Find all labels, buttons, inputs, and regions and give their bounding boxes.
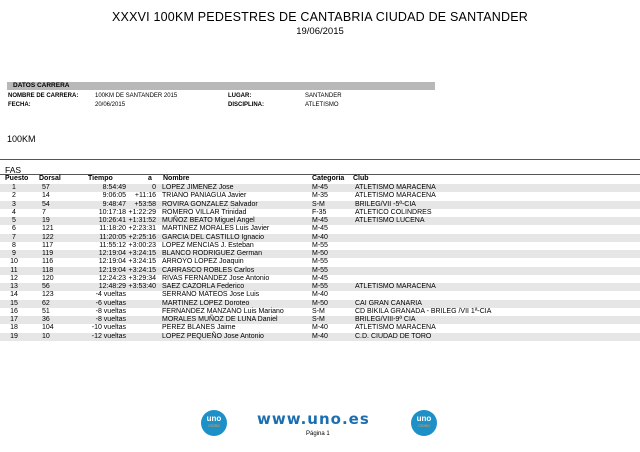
col-tiempo: Tiempo (88, 175, 113, 182)
cell-categoria: M-40 (312, 291, 328, 299)
cell-club: BRILEG/VIII-9ª CIA (355, 316, 416, 323)
cell-dorsal: 123 (42, 291, 54, 299)
cell-tiempo: 12:24:23 (98, 274, 126, 282)
cell-categoria: M-50 (312, 299, 328, 307)
cell-club: CAI GRAN CANARIA (355, 299, 422, 307)
table-header (0, 175, 640, 183)
cell-tiempo: -8 vueltas (95, 307, 126, 315)
page-title: XXXVI 100KM PEDESTRES DE CANTABRIA CIUDAD DE SANTANDER (112, 10, 528, 24)
cell-dorsal: 36 (42, 316, 50, 323)
cell-tiempo: 12:19:04 (98, 258, 126, 266)
nombre-carrera-value: 100KM DE SANTANDER 2015 (95, 93, 178, 99)
table-row (0, 250, 640, 258)
cell-categoria: M-35 (312, 192, 328, 200)
cell-dorsal: 54 (42, 200, 50, 208)
table-row (0, 308, 640, 316)
cell-dorsal: 120 (42, 274, 54, 282)
cell-a: 0 (152, 184, 156, 191)
cell-a: +3:00:23 (128, 241, 156, 249)
cell-dorsal: 62 (42, 299, 50, 307)
table-row (0, 324, 640, 332)
table-row (0, 184, 640, 192)
footer (0, 404, 640, 452)
cell-categoria: M-50 (312, 250, 328, 257)
cell-tiempo: -4 vueltas (95, 291, 126, 299)
cell-puesto: 1 (12, 184, 16, 191)
cell-a: +3:24:15 (128, 250, 156, 257)
cell-puesto: 15 (10, 299, 18, 307)
cell-nombre: ROVIRA GONZALEZ Salvador (162, 200, 258, 208)
uno-logo-right: uno crono (411, 410, 437, 436)
cell-a: +3:24:15 (128, 258, 156, 266)
cell-a: +3:53:40 (128, 283, 156, 290)
footer-url[interactable]: www.uno.es (257, 410, 370, 428)
cell-nombre: LOPEZ PEQUEÑO Jose Antonio (162, 332, 264, 340)
table-row (0, 316, 640, 324)
distance-heading: 100KM (7, 134, 36, 144)
col-a: a (148, 175, 152, 182)
table-row (0, 201, 640, 209)
lugar-label: LUGAR: (228, 93, 252, 99)
cell-categoria: M-45 (312, 184, 328, 191)
cell-dorsal: 7 (42, 208, 46, 216)
cell-puesto: 12 (10, 274, 18, 282)
cell-tiempo: 10:26:41 (98, 217, 126, 224)
cell-club: ATLETICO COLINDRES (355, 208, 432, 216)
cell-nombre: TRIANO PANIAGUA Javier (162, 192, 247, 200)
cell-a: +2:25:16 (128, 233, 156, 241)
cell-puesto: 3 (12, 200, 16, 208)
cell-a: +3:24:15 (128, 266, 156, 274)
cell-a: +2:23:31 (128, 225, 156, 233)
cell-tiempo: 11:18:20 (99, 225, 126, 233)
group-heading: FAS (5, 165, 22, 175)
cell-categoria: M-45 (312, 225, 328, 233)
cell-puesto: 5 (12, 217, 16, 224)
table-row (0, 192, 640, 200)
cell-puesto: 7 (12, 233, 16, 241)
cell-dorsal: 56 (42, 283, 50, 290)
cell-club: ATLETISMO LUCENA (355, 217, 425, 224)
cell-categoria: M-45 (312, 217, 328, 224)
cell-club: ATLETISMO MARACENA (355, 184, 436, 191)
cell-nombre: MORALES MUÑOZ DE LUNA Daniel (162, 316, 278, 323)
col-nombre: Nombre (163, 175, 190, 182)
cell-puesto: 14 (10, 291, 18, 299)
cell-puesto: 4 (12, 208, 16, 216)
cell-dorsal: 57 (42, 184, 50, 191)
cell-dorsal: 122 (42, 233, 54, 241)
cell-puesto: 19 (10, 332, 18, 340)
cell-nombre: GARCIA DEL CASTILLO Ignacio (162, 233, 265, 241)
cell-club: BRILEG/VII -5ª-CIA (355, 200, 416, 208)
cell-tiempo: 10:17:18 (98, 208, 126, 216)
page-date: 19/06/2015 (296, 26, 344, 37)
cell-tiempo: -8 vueltas (95, 316, 126, 323)
col-puesto: Puesto (5, 175, 29, 182)
cell-dorsal: 14 (42, 192, 50, 200)
cell-categoria: F-35 (312, 208, 327, 216)
section-divider (0, 159, 640, 160)
cell-categoria: M-40 (312, 233, 328, 241)
disciplina-label: DISCIPLINA: (228, 102, 264, 108)
table-row (0, 300, 640, 308)
cell-tiempo: 12:48:29 (98, 283, 126, 290)
table-row (0, 258, 640, 266)
cell-tiempo: 8:54:49 (102, 184, 126, 191)
cell-dorsal: 51 (42, 307, 50, 315)
cell-club: C.D. CIUDAD DE TORO (355, 332, 432, 340)
table-row (0, 209, 640, 217)
table-row (0, 242, 640, 250)
cell-dorsal: 121 (42, 225, 54, 233)
cell-puesto: 2 (12, 192, 16, 200)
cell-a: +1:22:29 (128, 208, 156, 216)
table-row (0, 225, 640, 233)
table-row (0, 234, 640, 242)
cell-club: ATLETISMO MARACENA (355, 283, 436, 290)
cell-nombre: LOPEZ JIMENEZ Jose (162, 184, 234, 191)
fecha-value: 20/06/2015 (95, 102, 126, 108)
fecha-label: FECHA: (8, 102, 31, 108)
cell-puesto: 17 (10, 316, 18, 323)
cell-tiempo: 11:20:05 (99, 233, 126, 241)
cell-categoria: S-M (312, 200, 325, 208)
cell-puesto: 11 (10, 266, 18, 274)
cell-puesto: 18 (10, 324, 18, 332)
cell-a: +53:58 (134, 200, 156, 208)
nombre-carrera-label: NOMBRE DE CARRERA: (8, 93, 79, 99)
cell-tiempo: 9:48:47 (102, 200, 126, 208)
cell-puesto: 10 (10, 258, 18, 266)
cell-dorsal: 116 (42, 258, 54, 266)
cell-categoria: M-45 (312, 274, 328, 282)
table-row (0, 333, 640, 341)
cell-club: ATLETISMO MARACENA (355, 324, 436, 332)
cell-a: +3:29:34 (128, 274, 156, 282)
table-row (0, 267, 640, 275)
cell-dorsal: 104 (42, 324, 54, 332)
cell-nombre: ARROYO LOPEZ Joaquin (162, 258, 244, 266)
cell-club: ATLETISMO MARACENA (355, 192, 436, 200)
cell-categoria: M-55 (312, 283, 328, 290)
cell-tiempo: -6 vueltas (95, 299, 126, 307)
cell-categoria: M-55 (312, 266, 328, 274)
cell-dorsal: 119 (42, 250, 54, 257)
cell-dorsal: 118 (42, 266, 54, 274)
table-row (0, 217, 640, 225)
cell-nombre: RIVAS FERNANDEZ Jose Antonio (162, 274, 270, 282)
cell-a: +1:31:52 (128, 217, 156, 224)
cell-nombre: ROMERO VILLAR Trinidad (162, 208, 247, 216)
cell-puesto: 16 (10, 307, 18, 315)
cell-categoria: S-M (312, 307, 325, 315)
cell-categoria: M-55 (312, 258, 328, 266)
col-club: Club (353, 175, 369, 182)
cell-nombre: PEREZ BLANES Jaime (162, 324, 236, 332)
cell-nombre: LOPEZ MENCIAS J. Esteban (162, 241, 254, 249)
cell-nombre: FERNANDEZ MANZANO Luis Mariano (162, 307, 284, 315)
cell-tiempo: 12:19:04 (98, 266, 126, 274)
cell-nombre: SERRANO MATEOS Jose Luis (162, 291, 260, 299)
cell-tiempo: -12 vueltas (91, 332, 126, 340)
page-number: Página 1 (306, 431, 330, 437)
cell-dorsal: 117 (42, 241, 54, 249)
col-categoria: Categoria (312, 175, 345, 182)
cell-categoria: M-40 (312, 324, 328, 332)
cell-puesto: 13 (10, 283, 18, 290)
cell-dorsal: 10 (42, 332, 50, 340)
cell-a: +11:16 (134, 192, 156, 200)
cell-categoria: S-M (312, 316, 325, 323)
cell-dorsal: 19 (42, 217, 50, 224)
cell-club: CD BIKILA GRANADA - BRILEG /VII 1ª-CIA (355, 307, 492, 315)
cell-tiempo: 12:19:04 (98, 250, 126, 257)
table-row (0, 291, 640, 299)
cell-tiempo: 11:55:12 (99, 241, 126, 249)
cell-nombre: BLANCO RODRIGUEZ German (162, 250, 262, 257)
datos-carrera-header: DATOS CARRERA (7, 82, 435, 90)
table-row (0, 283, 640, 291)
cell-puesto: 8 (12, 241, 16, 249)
col-dorsal: Dorsal (39, 175, 61, 182)
table-row (0, 275, 640, 283)
cell-nombre: MARTINEZ MORALES Luis Javier (162, 225, 270, 233)
disciplina-value: ATLETISMO (305, 102, 339, 108)
cell-nombre: MUÑOZ BEATO Miguel Angel (162, 217, 255, 224)
cell-puesto: 9 (12, 250, 16, 257)
cell-nombre: MARTINEZ LOPEZ Doroteo (162, 299, 250, 307)
uno-logo-left: uno crono (201, 410, 227, 436)
cell-categoria: M-55 (312, 241, 328, 249)
cell-nombre: CARRASCO ROBLES Carlos (162, 266, 255, 274)
cell-puesto: 6 (12, 225, 16, 233)
cell-tiempo: 9:06:05 (102, 192, 126, 200)
cell-categoria: M-40 (312, 332, 328, 340)
lugar-value: SANTANDER (305, 93, 342, 99)
cell-tiempo: -10 vueltas (91, 324, 126, 332)
cell-nombre: SAEZ CAZORLA Federico (162, 283, 245, 290)
